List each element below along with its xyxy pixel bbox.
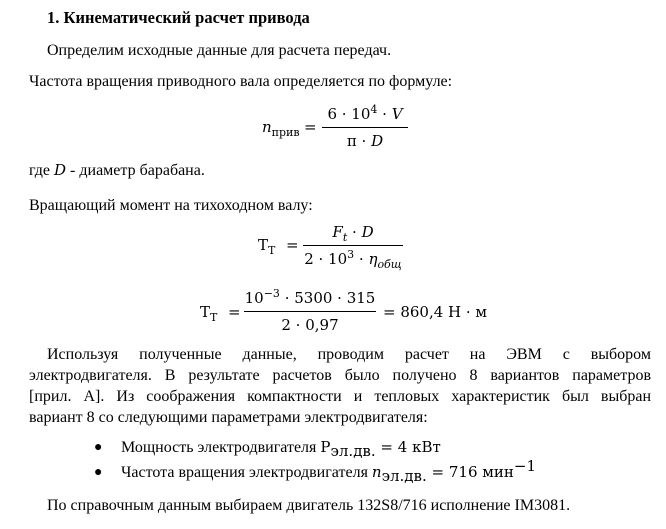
list-item-power: Мощность электродвигателя $P_{эл.дв.} = 4$ кВт <box>121 438 441 460</box>
formula2-equals: = <box>286 236 299 254</box>
paragraph-results-line1: Используя полученные данные, проводим расчет на ЭВМ с выбором <box>47 346 651 363</box>
formula1-numerator: $6 \cdot 10^4 \cdot V$ <box>327 103 403 123</box>
formula3-fraction <box>244 288 376 335</box>
fraction-bar <box>322 127 408 128</box>
paragraph-intro: Определим исходные данные для расчета передач. <box>47 42 392 59</box>
list-item-speed: Частота вращения электродвигателя $n_{эл.дв.} = 716$ мин$^{-1}$ <box>121 457 537 485</box>
paragraph-results-line3: [прил. А]. Из соображения компактности и тепловых характеристик был выбран <box>29 388 651 405</box>
paragraph-drum-diameter: где D - диаметр барабана. <box>29 161 205 179</box>
formula2-fraction <box>303 222 403 269</box>
formula3-denominator: 2 · 0,97 <box>281 316 339 334</box>
bullet-icon: ● <box>94 440 103 455</box>
formula1-fraction <box>322 104 408 151</box>
formula3-lhs: $T_T$ <box>200 303 218 324</box>
paragraph-formula-intro: Частота вращения приводного вала определяется по формуле: <box>29 73 453 90</box>
formula2-lhs: $T_T$ <box>258 236 276 257</box>
formula1-lhs: $n_{прив}$ <box>262 118 300 139</box>
fraction-bar <box>303 245 403 246</box>
formula2-numerator: $F_t \cdot D$ <box>332 223 374 244</box>
formula1-denominator: π · D <box>346 132 384 150</box>
formula3-numerator: $10^{-3} \cdot 5300 \cdot 315$ <box>244 287 376 307</box>
formula2-denominator: $2 \cdot 10^3 \cdot \eta_{общ}$ <box>304 248 402 271</box>
paragraph-results-line2: электродвигателя. В результате расчетов было получено 8 вариантов параметров <box>29 367 651 384</box>
section-heading: 1. Кинематический расчет привода <box>47 8 310 27</box>
paragraph-results-line4: вариант 8 со следующими параметрами электродвигателя: <box>29 409 428 426</box>
formula3-equals: = <box>228 303 241 321</box>
bullet-icon: ● <box>94 465 103 480</box>
fraction-bar <box>244 311 376 312</box>
paragraph-engine-choice: По справочным данным выбираем двигатель 132S8/716 исполнение IM3081. <box>47 497 571 514</box>
formula3-result: = 860,4 Н · м <box>383 303 488 321</box>
formula1-equals: = <box>304 118 317 136</box>
paragraph-torque: Вращающий момент на тихоходном валу: <box>29 197 313 214</box>
